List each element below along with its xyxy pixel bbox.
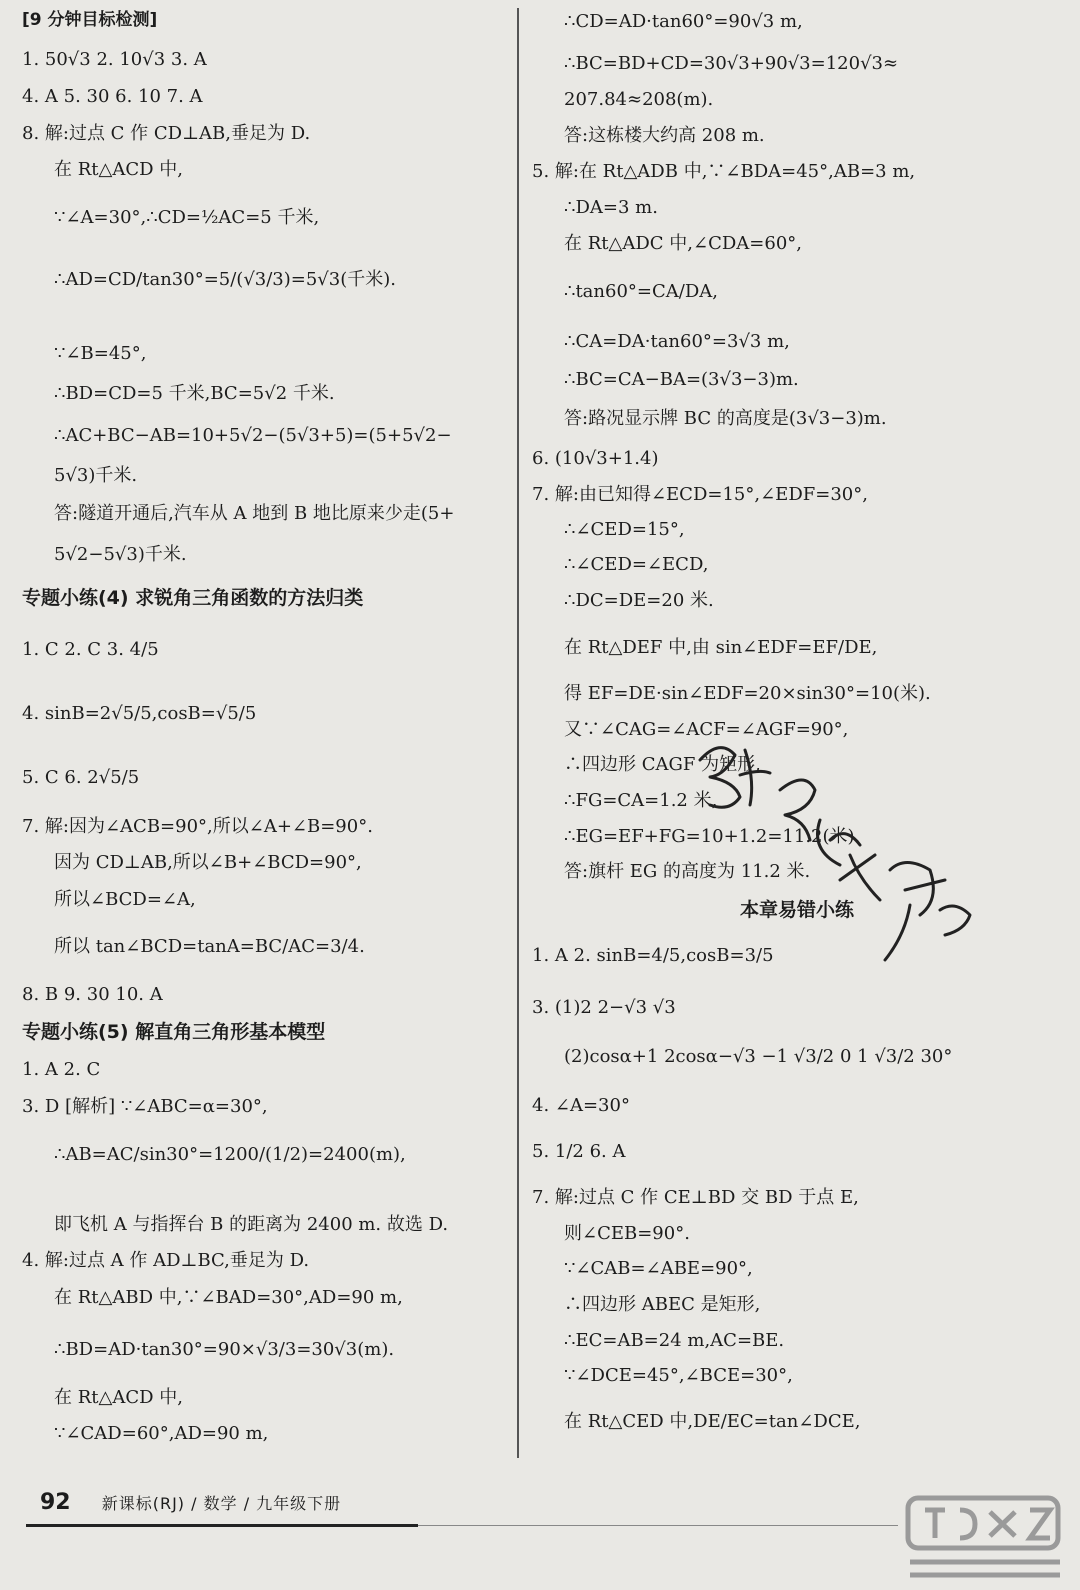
answer-line: [9 分钟目标检测]	[22, 10, 158, 30]
answer-line: ∴AD=CD/tan30°=5/(√3/3)=5√3(千米).	[54, 269, 396, 290]
answer-line: ∴∠CED=15°,	[564, 519, 685, 540]
section-heading: 本章易错小练	[739, 899, 854, 921]
answer-line: 5√2−5√3)千米.	[54, 544, 187, 565]
answer-line: 8. 解:过点 C 作 CD⊥AB,垂足为 D.	[22, 123, 311, 144]
handwritten-scribble	[690, 730, 990, 970]
answer-line: ∴EG=EF+FG=10+1.2=11.2(米).	[564, 826, 861, 847]
answer-line: ∴∠CED=∠ECD,	[564, 554, 709, 575]
answer-line: ∴FG=CA=1.2 米,	[564, 790, 718, 811]
answer-line: 因为 CD⊥AB,所以∠B+∠BCD=90°,	[54, 852, 362, 873]
answer-line: 在 Rt△ABD 中,∵∠BAD=30°,AD=90 m,	[54, 1287, 403, 1308]
answer-line: ∴BC=CA−BA=(3√3−3)m.	[564, 369, 799, 390]
answer-line: 6. (10√3+1.4)	[532, 448, 659, 469]
page-footer	[40, 1490, 341, 1515]
answer-line: 5. 1/2 6. A	[532, 1141, 626, 1162]
answer-line: ∴CD=AD·tan60°=90√3 m,	[564, 11, 803, 32]
answer-line: 4. ∠A=30°	[532, 1095, 630, 1116]
answer-line: ∴BD=CD=5 千米,BC=5√2 千米.	[54, 383, 335, 404]
answer-line: ∵∠CAB=∠ABE=90°,	[564, 1258, 753, 1279]
answer-line: ∴四边形 CAGF 为矩形,	[564, 754, 761, 775]
footer-rule	[26, 1524, 418, 1527]
section-heading: 专题小练(5) 解直角三角形基本模型	[22, 1021, 326, 1043]
answer-line: ∴BC=BD+CD=30√3+90√3=120√3≈	[564, 53, 899, 74]
answer-line: 答:这栋楼大约高 208 m.	[564, 125, 765, 146]
answer-line: 即飞机 A 与指挥台 B 的距离为 2400 m. 故选 D.	[54, 1214, 449, 1235]
answer-line: 又∵∠CAG=∠ACF=∠AGF=90°,	[564, 719, 849, 740]
answer-line: 1. A 2. sinB=4/5,cosB=3/5	[532, 945, 774, 966]
answer-line: 3. D [解析] ∵∠ABC=α=30°,	[22, 1096, 268, 1117]
page-number: 92	[40, 1490, 71, 1515]
answer-line: 所以 tan∠BCD=tanA=BC/AC=3/4.	[54, 936, 365, 957]
answer-line: 5. 解:在 Rt△ADB 中,∵∠BDA=45°,AB=3 m,	[532, 161, 916, 182]
answer-line: 5√3)千米.	[54, 465, 138, 486]
answer-line: 1. A 2. C	[22, 1059, 101, 1080]
answer-line: 答:旗杆 EG 的高度为 11.2 米.	[564, 861, 811, 882]
answer-line: 3. (1)2 2−√3 √3	[532, 997, 676, 1018]
answer-line: 4. sinB=2√5/5,cosB=√5/5	[22, 703, 257, 724]
answer-line: ∴BD=AD·tan30°=90×√3/3=30√3(m).	[54, 1339, 395, 1360]
answer-line: 7. 解:由已知得∠ECD=15°,∠EDF=30°,	[532, 484, 868, 505]
answer-line: 1. 50√3 2. 10√3 3. A	[22, 49, 207, 70]
footer-text: 新课标(RJ) / 数学 / 九年级下册	[101, 1494, 342, 1513]
answer-line: (2)cosα+1 2cosα−√3 −1 √3/2 0 1 √3/2 30°	[564, 1046, 953, 1067]
column-divider	[517, 8, 519, 1458]
answer-line: 4. A 5. 30 6. 10 7. A	[22, 86, 203, 107]
answer-line: 得 EF=DE·sin∠EDF=20×sin30°=10(米).	[564, 683, 931, 704]
answer-line: 4. 解:过点 A 作 AD⊥BC,垂足为 D.	[22, 1250, 310, 1271]
answer-line: 7. 解:过点 C 作 CE⊥BD 交 BD 于点 E,	[532, 1187, 859, 1208]
answer-line: ∴EC=AB=24 m,AC=BE.	[564, 1330, 785, 1351]
answer-line: 答:路况显示牌 BC 的高度是(3√3−3)m.	[564, 408, 887, 429]
answer-line: 答:隧道开通后,汽车从 A 地到 B 地比原来少走(5+	[54, 503, 455, 524]
footer-rule-thin	[418, 1525, 898, 1526]
answer-line: 207.84≈208(m).	[564, 89, 714, 110]
answer-line: 5. C 6. 2√5/5	[22, 767, 140, 788]
answer-line: ∵∠CAD=60°,AD=90 m,	[54, 1423, 269, 1444]
answer-line: 所以∠BCD=∠A,	[54, 889, 196, 910]
section-heading: 专题小练(4) 求锐角三角函数的方法归类	[22, 587, 364, 609]
answer-line: 在 Rt△ADC 中,∠CDA=60°,	[564, 233, 802, 254]
answer-line: 在 Rt△CED 中,DE/EC=tan∠DCE,	[564, 1411, 861, 1432]
answer-line: 7. 解:因为∠ACB=90°,所以∠A+∠B=90°.	[22, 816, 373, 837]
answer-line: ∴AC+BC−AB=10+5√2−(5√3+5)=(5+5√2−	[54, 425, 452, 446]
answer-line: 在 Rt△ACD 中,	[54, 1387, 183, 1408]
answer-line: ∵∠DCE=45°,∠BCE=30°,	[564, 1365, 793, 1386]
answer-line: ∵∠B=45°,	[54, 343, 147, 364]
answer-line: ∵∠A=30°,∴CD=½AC=5 千米,	[54, 207, 320, 228]
watermark-logo	[900, 1490, 1070, 1585]
answer-line: ∴tan60°=CA/DA,	[564, 281, 718, 302]
answer-line: ∴四边形 ABEC 是矩形,	[564, 1294, 761, 1315]
answer-line: 则∠CEB=90°.	[564, 1223, 690, 1244]
answer-line: ∴AB=AC/sin30°=1200/(1/2)=2400(m),	[54, 1144, 406, 1165]
answer-line: 1. C 2. C 3. 4/5	[22, 639, 159, 660]
answer-line: ∴DC=DE=20 米.	[564, 590, 714, 611]
answer-line: ∴CA=DA·tan60°=3√3 m,	[564, 331, 790, 352]
answer-line: 8. B 9. 30 10. A	[22, 984, 163, 1005]
answer-line: 在 Rt△DEF 中,由 sin∠EDF=EF/DE,	[564, 637, 878, 658]
answer-line: 在 Rt△ACD 中,	[54, 159, 183, 180]
answer-line: ∴DA=3 m.	[564, 197, 658, 218]
